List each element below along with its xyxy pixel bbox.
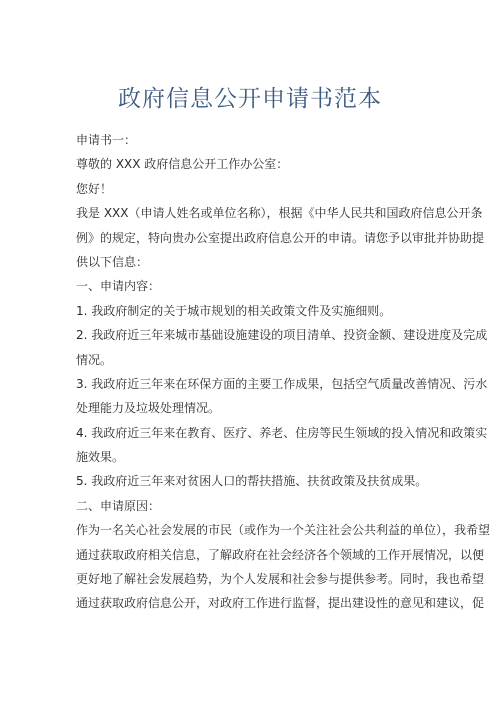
list-item: 2. 我政府近三年来城市基础设施建设的项目清单、投资金额、建设进度及完成 [76, 328, 488, 343]
text-line: 通过获取政府相关信息，了解政府在社会经济各个领域的工作开展情况，以便 [76, 547, 485, 562]
document-body [76, 128, 491, 616]
list-item-continuation: 处理能力及垃圾处理情况。 [76, 401, 221, 416]
list-item: 1. 我政府制定的关于城市规划的相关政策文件及实施细则。 [76, 303, 392, 318]
text-line: 更好地了解社会发展趋势，为个人发展和社会参与提供参考。同时，我也希望 [76, 572, 485, 587]
section-heading: 二、申请原因： [76, 498, 161, 513]
text-line: 我是 XXX（申请人姓名或单位名称），根据《中华人民共和国政府信息公开条 [76, 206, 483, 221]
text-line: 例》的规定，特向贵办公室提出政府信息公开的申请。请您予以审批并协助提 [76, 230, 485, 245]
text-line: 供以下信息： [76, 254, 149, 269]
list-item: 4. 我政府近三年来在教育、医疗、养老、住房等民生领域的投入情况和政策实 [76, 425, 488, 440]
list-item-continuation: 情况。 [76, 352, 113, 367]
section-heading: 一、申请内容： [76, 279, 161, 294]
text-line: 作为一名关心社会发展的市民（或作为一个关注社会公共利益的单位），我希望 [76, 523, 491, 538]
text-line: 通过获取政府信息公开，对政府工作进行监督，提出建设性的意见和建议，促 [76, 596, 485, 611]
list-item-continuation: 施效果。 [76, 450, 125, 465]
text-line: 申请书一： [76, 133, 137, 147]
text-line: 您好！ [76, 181, 113, 196]
document-title: 政府信息公开申请书范本 [118, 86, 382, 112]
list-item: 5. 我政府近三年来对贫困人口的帮扶措施、扶贫政策及扶贫成果。 [76, 474, 428, 489]
text-line: 尊敬的 XXX 政府信息公开工作办公室： [76, 157, 289, 172]
list-item: 3. 我政府近三年来在环保方面的主要工作成果，包括空气质量改善情况、污水 [76, 376, 488, 391]
